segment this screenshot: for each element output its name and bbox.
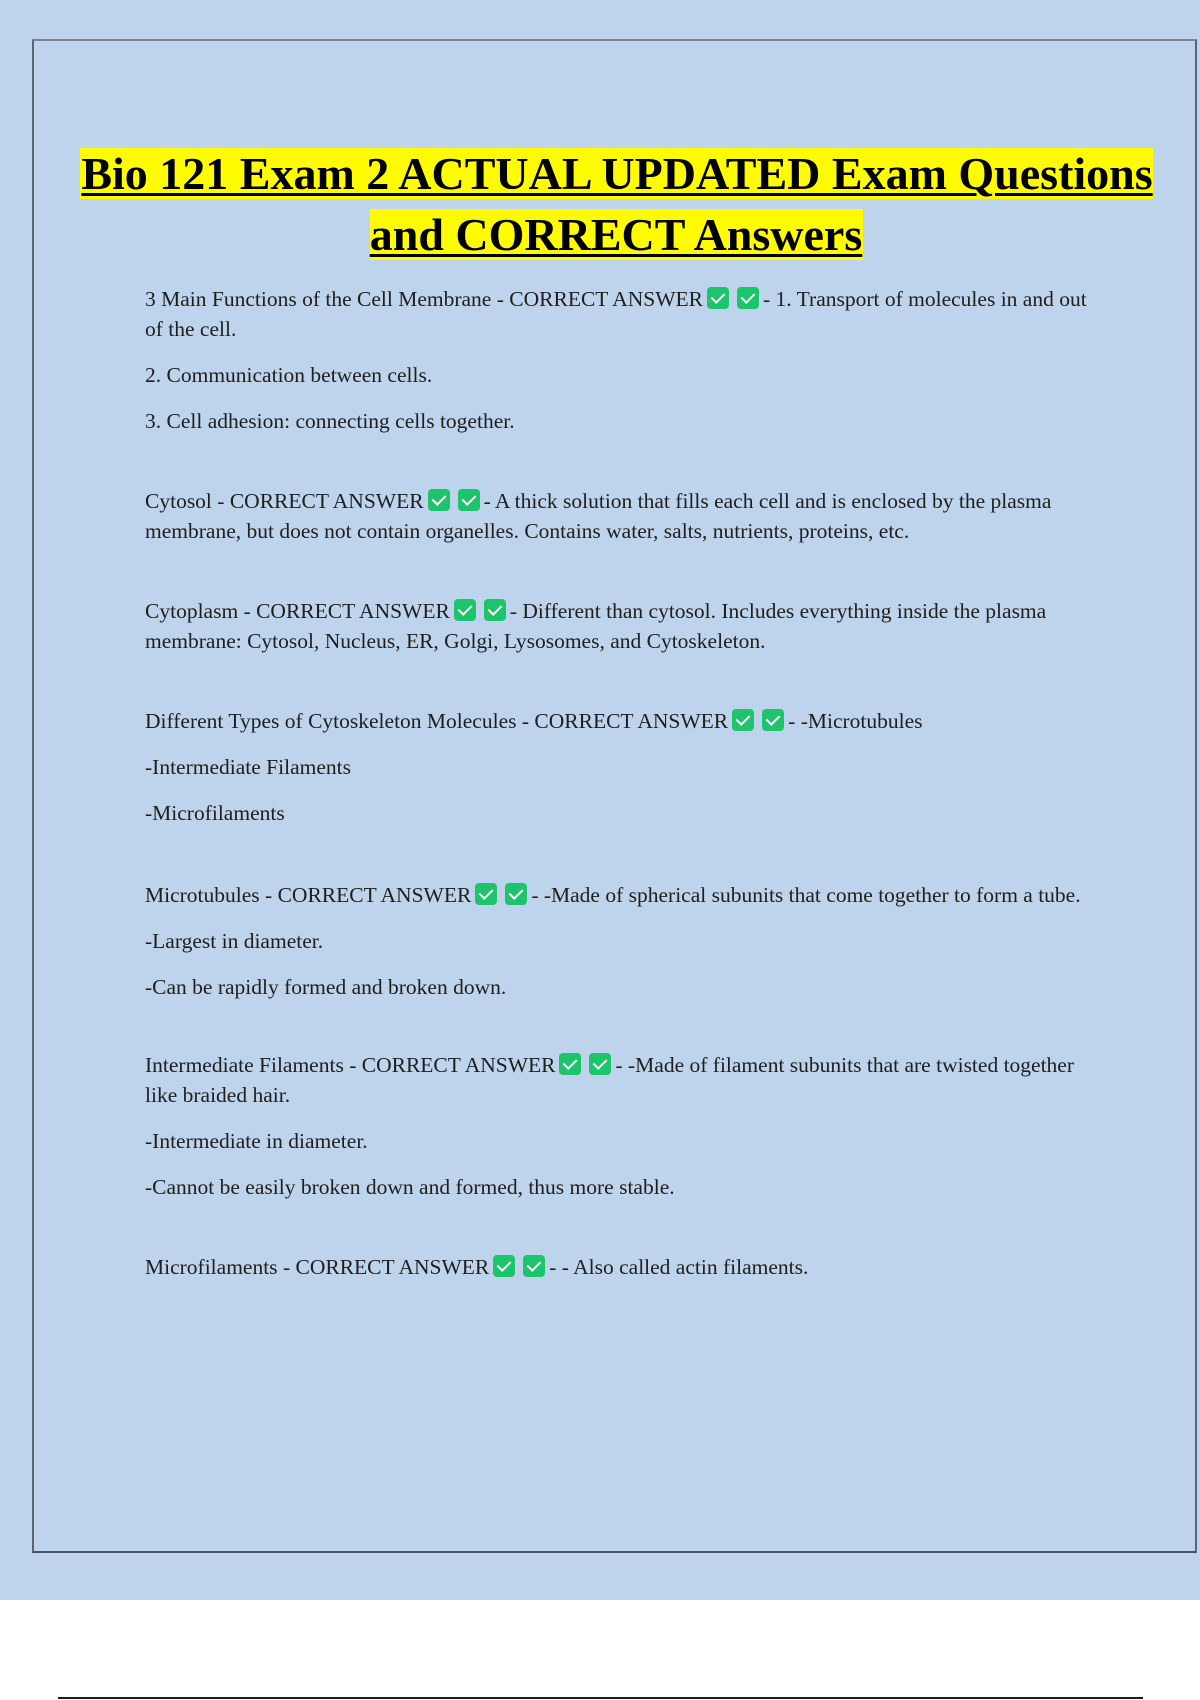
answer-extra-line: -Can be rapidly formed and broken down. xyxy=(145,975,507,999)
document-title: Bio 121 Exam 2 ACTUAL UPDATED Exam Questions and CORRECT Answers xyxy=(81,148,1153,260)
answer-text: 1. Transport of molecules in and out of the cell. xyxy=(145,287,1087,341)
answer-text: -Made of spherical subunits that come together to form a tube. xyxy=(543,883,1081,907)
check-mark-icon xyxy=(475,883,497,905)
term: Cytoplasm xyxy=(145,599,239,623)
answer-marker: CORRECT ANSWER xyxy=(534,709,729,733)
qa-line: 3 Main Functions of the Cell Membrane - CORRECT ANSWER - 1. Transport of molecules in and out of the cell. xyxy=(145,287,1087,341)
qa-line: Cytoplasm - CORRECT ANSWER - Different than cytosol. Includes everything inside the plasma membrane: Cytosol, Nucleus, ER, Golgi, Lysosomes, and Cytoskeleton. xyxy=(145,599,1047,653)
term: Different Types of Cytoskeleton Molecules xyxy=(145,709,517,733)
answer-marker: CORRECT ANSWER xyxy=(229,489,424,513)
answer-marker: CORRECT ANSWER xyxy=(361,1053,556,1077)
qa-entry xyxy=(145,706,1090,828)
answer-extra-line: 2. Communication between cells. xyxy=(145,363,433,387)
qa-entry xyxy=(145,596,1090,656)
answer-text: -Microtubules xyxy=(800,709,923,733)
check-mark-icon xyxy=(428,489,450,511)
term: Intermediate Filaments xyxy=(145,1053,344,1077)
check-mark-icon xyxy=(762,709,784,731)
check-mark-icon xyxy=(737,287,759,309)
qa-line: Intermediate Filaments - CORRECT ANSWER - -Made of filament subunits that are twisted together like braided hair. xyxy=(145,1053,1075,1107)
check-mark-icon xyxy=(559,1053,581,1075)
answer-marker: CORRECT ANSWER xyxy=(295,1255,490,1279)
term: 3 Main Functions of the Cell Membrane xyxy=(145,287,492,311)
answer-extra-line: -Largest in diameter. xyxy=(145,929,324,953)
check-mark-icon xyxy=(454,599,476,621)
qa-line: Microtubules - CORRECT ANSWER - -Made of spherical subunits that come together to form a tube. xyxy=(145,883,1081,907)
qa-entry xyxy=(145,880,1090,1002)
check-mark-icon xyxy=(493,1255,515,1277)
answer-extra-line: -Intermediate Filaments xyxy=(145,755,351,779)
check-mark-icon xyxy=(707,287,729,309)
check-mark-icon xyxy=(505,883,527,905)
check-mark-icon xyxy=(484,599,506,621)
answer-text: A thick solution that fills each cell and is enclosed by the plasma membrane, but does not contain organelles. Contains water, salts, nutrients, proteins, etc. xyxy=(145,489,1052,543)
answer-text: Different than cytosol. Includes everything inside the plasma membrane: Cytosol, Nucleus, ER, Golgi, Lysosomes, and Cytoskeleton. xyxy=(145,599,1047,653)
answer-text: - Also called actin filaments. xyxy=(561,1255,809,1279)
qa-line: Different Types of Cytoskeleton Molecules - CORRECT ANSWER - -Microtubules xyxy=(145,709,923,733)
document-content xyxy=(145,284,1090,1332)
answer-marker: CORRECT ANSWER xyxy=(277,883,472,907)
answer-marker: CORRECT ANSWER xyxy=(509,287,703,311)
qa-entry xyxy=(145,1050,1090,1202)
term: Cytosol xyxy=(145,489,212,513)
term: Microfilaments xyxy=(145,1255,278,1279)
qa-line: Microfilaments - CORRECT ANSWER - - Also called actin filaments. xyxy=(145,1255,809,1279)
qa-line: Cytosol - CORRECT ANSWER - A thick solution that fills each cell and is enclosed by the plasma membrane, but does not contain organelles. Contains water, salts, nutrients, proteins, etc. xyxy=(145,489,1052,543)
qa-entry xyxy=(145,486,1090,546)
footer-rule xyxy=(58,1697,1143,1699)
check-mark-icon xyxy=(589,1053,611,1075)
check-mark-icon xyxy=(523,1255,545,1277)
qa-entry xyxy=(145,284,1090,436)
answer-extra-line: -Cannot be easily broken down and formed, thus more stable. xyxy=(145,1175,675,1199)
term: Microtubules xyxy=(145,883,260,907)
check-mark-icon xyxy=(732,709,754,731)
check-mark-icon xyxy=(458,489,480,511)
answer-extra-line: -Microfilaments xyxy=(145,801,285,825)
answer-marker: CORRECT ANSWER xyxy=(256,599,450,623)
answer-extra-line: 3. Cell adhesion: connecting cells together. xyxy=(145,409,515,433)
answer-extra-line: -Intermediate in diameter. xyxy=(145,1129,368,1153)
answer-text: -Made of filament subunits that are twisted together like braided hair. xyxy=(145,1053,1075,1107)
qa-entry xyxy=(145,1252,1090,1282)
